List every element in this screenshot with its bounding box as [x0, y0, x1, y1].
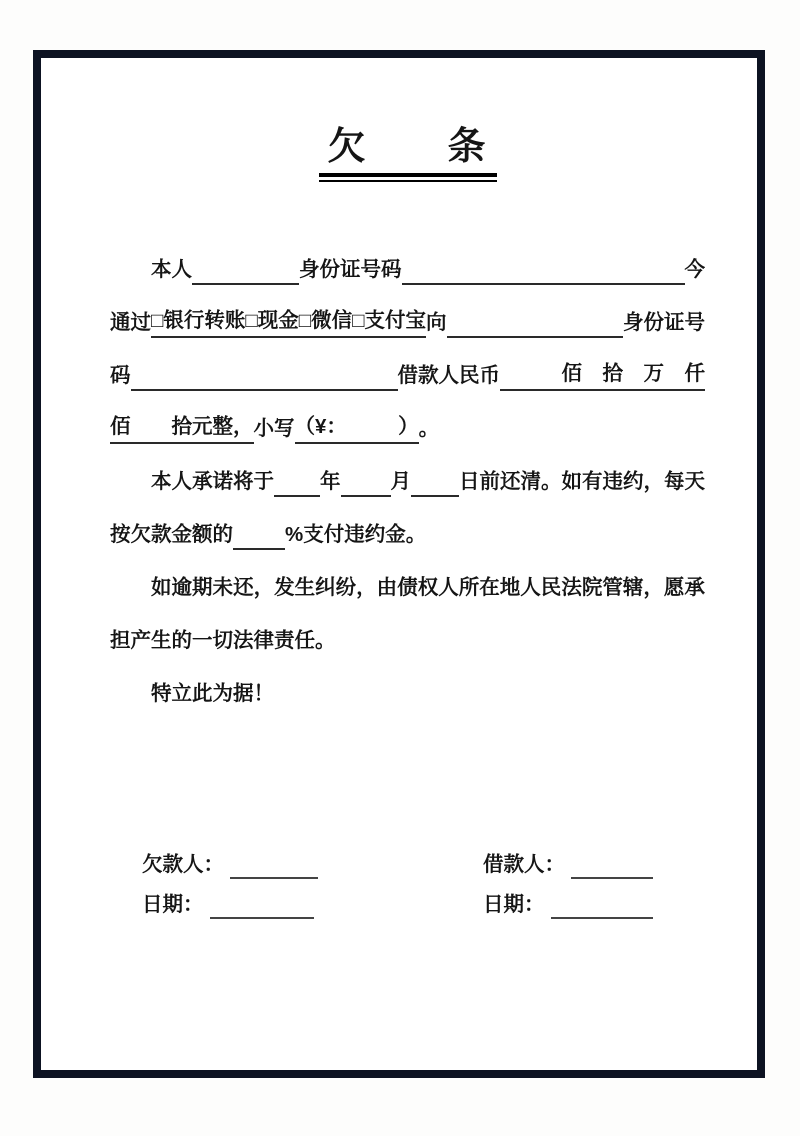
document-line [110, 285, 705, 338]
text-segment: 月 [390, 470, 411, 493]
text-segment: 还 [233, 576, 254, 599]
text-segment: □银行转账□现金□微信□支付宝 [151, 306, 426, 338]
text-segment: 人 [438, 576, 459, 599]
text-segment: 地 [499, 576, 521, 599]
blank-field [447, 308, 623, 338]
text-segment: 人 [520, 576, 541, 599]
blank-field [192, 255, 299, 285]
blank-field [411, 467, 459, 497]
text-segment: 佰 拾元整， [110, 412, 254, 444]
page-title: 欠 条 [327, 126, 488, 168]
blank-field [131, 361, 398, 391]
document-line [110, 444, 705, 497]
signature-label: 借款人： [483, 853, 565, 876]
text-segment: （¥： ） [295, 412, 419, 444]
text-segment: 愿 [663, 576, 685, 599]
document-line [110, 603, 705, 656]
text-segment: 期 [192, 576, 213, 599]
text-segment: 本人 [151, 258, 192, 281]
text-segment: 民 [540, 576, 562, 599]
text-segment: 按欠款金额的 [110, 523, 233, 546]
text-segment: ， [253, 576, 275, 599]
text-segment: 生 [294, 576, 316, 599]
text-segment: 本人承诺将于 [151, 470, 274, 493]
page-frame [33, 50, 765, 1078]
text-segment: 在 [479, 576, 500, 599]
text-segment: 码 [110, 364, 131, 387]
title-block [110, 124, 705, 182]
text-segment: 。 [418, 417, 440, 440]
text-segment: 债 [397, 576, 418, 599]
signature-line [483, 839, 653, 879]
text-segment: 借款人民币 [397, 364, 500, 387]
blank-field [233, 520, 285, 550]
text-segment: 如 [151, 576, 172, 599]
blank-field [274, 467, 320, 497]
text-segment: 所 [458, 576, 480, 599]
document-body [110, 232, 705, 709]
text-segment: 向 [426, 311, 447, 334]
blank-field [341, 467, 391, 497]
blank-field [210, 891, 314, 919]
signature-label: 欠款人： [142, 853, 224, 876]
document-line [110, 497, 705, 550]
text-segment: 未 [212, 576, 234, 599]
blank-field [402, 255, 685, 285]
signature-label: 日期： [142, 893, 204, 916]
text-segment: 辖 [622, 576, 644, 599]
blank-field [571, 851, 653, 879]
text-segment: ， [356, 576, 377, 599]
text-segment: 由 [376, 576, 398, 599]
signature-line [483, 879, 653, 919]
text-segment: ， [643, 576, 664, 599]
text-segment: 权 [417, 576, 439, 599]
text-segment: 通过 [110, 311, 151, 334]
signature-section [110, 839, 705, 923]
title-double-underline [319, 173, 497, 182]
blank-field [551, 891, 653, 919]
justified-text [151, 573, 705, 603]
blank-field [230, 851, 318, 879]
document-line [110, 550, 705, 603]
text-segment: 日前还清。如有违约，每天 [459, 470, 705, 493]
text-segment: 年 [320, 470, 341, 493]
text-segment: 今 [684, 258, 705, 281]
text-segment: %支付违约金。 [285, 523, 427, 546]
text-segment: 逾 [171, 576, 193, 599]
signature-line [142, 879, 318, 919]
text-segment: 纷 [335, 576, 357, 599]
text-segment: 管 [602, 576, 623, 599]
document-line [110, 338, 705, 391]
document-line [110, 391, 705, 444]
signature-line [142, 839, 318, 879]
text-segment: 佰 拾 万 仟 [500, 359, 705, 391]
document-line [110, 232, 705, 285]
text-segment: 特立此为据！ [151, 682, 274, 705]
text-segment: 承 [684, 576, 705, 599]
signature-column-left [142, 839, 318, 919]
text-segment: 院 [581, 576, 603, 599]
text-segment: 纠 [315, 576, 336, 599]
signature-column-right [483, 839, 653, 919]
text-segment: 发 [274, 576, 295, 599]
signature-label: 日期： [483, 893, 545, 916]
document-line [110, 656, 705, 709]
text-segment: 身份证号 [623, 311, 705, 334]
text-segment: 法 [561, 576, 582, 599]
text-segment: 身份证号码 [299, 258, 402, 281]
text-segment: 小写 [253, 417, 295, 440]
text-segment: 担产生的一切法律责任。 [110, 629, 336, 652]
document-page [41, 124, 757, 1136]
